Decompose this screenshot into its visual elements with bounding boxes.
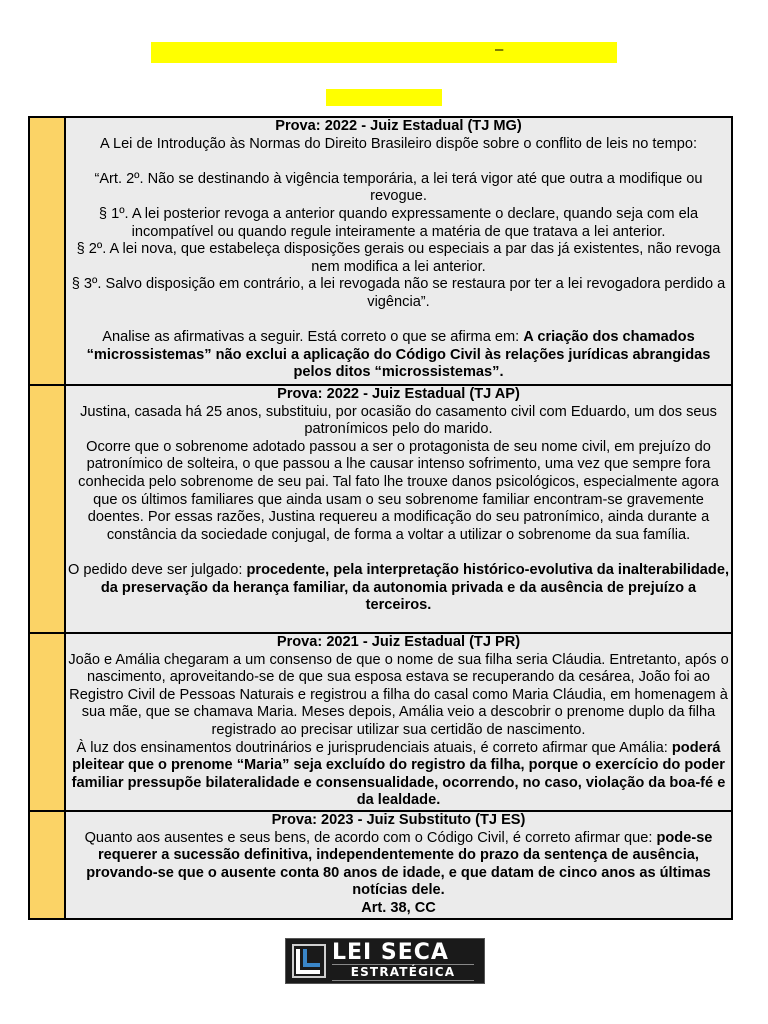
question-paragraph: João e Amália chegaram a um consenso de que o nome de sua filha seria Cláudia. Entretanto, após o nascimento, aproveitando-se de que sua esposa estava se recuperando da cesárea, João foi ao Registro Civil de Pessoas Naturais e registrou a filha do casal como Maria Cláudia, em homenagem à sua mãe, que se chamava Maria. Meses depois, Amália veio a descobrir o prenome duplo da filha registrado ao precisar utilizar sua certidão de nascimento. (68, 651, 729, 738)
row-marker (29, 117, 65, 385)
question-row (29, 633, 732, 811)
question-paragraph: § 3º. Salvo disposição em contrário, a lei revogada não se restaura por ter a lei revogadora perdido a vigência”. (71, 276, 726, 310)
question-paragraph: “Art. 2º. Não se destinando à vigência temporária, a lei terá vigor até que outra a modifique ou revogue. (94, 170, 703, 205)
question-paragraph: § 2º. A lei nova, que estabeleça disposições gerais ou especiais a par das já existentes, não revoga nem modifica a lei anterior. (76, 241, 721, 275)
question-answer: procedente, pela interpretação histórico-evolutiva da inalterabilidade, da preservação da herança familiar, da autonomia privada e da ausência de prejuízo a terceiros. (100, 561, 730, 614)
question-paragraph: Justina, casada há 25 anos, substituiu, por ocasião do casamento civil com Eduardo, um dos seus patronímicos pelo do marido. (80, 403, 717, 438)
question-intro: A Lei de Introdução às Normas do Direito Brasileiro dispõe sobre o conflito de leis no tempo: (99, 135, 698, 152)
question-heading: Prova: 2023 - Juiz Substituto (TJ ES) (271, 812, 526, 828)
logo-subtitle: ESTRATÉGICA (332, 964, 474, 981)
highlighted-subtitle-bar (326, 89, 442, 106)
question-answer: poderá pleitear que o prenome “Maria” seja excluído do registro da filha, porque o exercício do poder familiar pressupõe bilateralidade e consensualidade, ocorrendo, no caso, violação da boa-fé e da lealdade. (71, 739, 726, 809)
question-heading: Prova: 2022 - Juiz Estadual (TJ AP) (277, 386, 520, 402)
question-text: À luz dos ensinamentos doutrinários e jurisprudenciais atuais, é correto afirmar que Amália: (76, 739, 672, 756)
highlighted-title-bar (151, 42, 617, 63)
title-dash: – (495, 41, 504, 58)
question-heading: Prova: 2021 - Juiz Estadual (TJ PR) (276, 634, 521, 650)
question-answer: pode-se requerer a sucessão definitiva, independentemente do prazo da sentença de ausência, provando-se que o ausente conta 80 anos de idade, e que datam de cinco anos as últimas notícias dele. (86, 829, 713, 899)
question-cell (65, 633, 732, 811)
question-row (29, 117, 732, 385)
question-text: Analise as afirmativas a seguir. Está correto o que se afirma em: (102, 329, 524, 346)
questions-table (28, 116, 733, 920)
question-heading: Prova: 2022 - Juiz Estadual (TJ MG) (275, 118, 522, 134)
question-row (29, 385, 732, 633)
question-statement (66, 740, 731, 810)
question-cell (65, 117, 732, 385)
question-cell (65, 385, 732, 633)
logo-icon (292, 944, 326, 978)
question-cell (65, 811, 732, 919)
question-paragraph: Ocorre que o sobrenome adotado passou a ser o protagonista de seu nome civil, em prejuízo do patronímico de solteira, o que passou a lhe causar intenso sofrimento, uma vez que sempre fora conhecida pelo sobrenome de seu pai. Tal fato lhe trouxe danos psicológicos, especialmente agora que os últimos familiares que ainda usam o seu sobrenome familiar encontram-se gravemente doentes. Por essas razões, Justina requereu a modificação do seu patronímico, ainda durante a constância da sociedade conjugal, de forma a voltar a utilizar o sobrenome da sua família. (78, 438, 719, 543)
question-statement (66, 329, 731, 382)
logo-title: LEI SECA (332, 940, 449, 965)
article-reference: Art. 38, CC (361, 899, 436, 916)
question-paragraph: § 1º. A lei posterior revoga a anterior quando expressamente o declare, quando seja com ela incompatível ou quando regule inteiramente a matéria de que tratava a lei anterior. (98, 205, 699, 240)
row-marker (29, 633, 65, 811)
row-marker (29, 811, 65, 919)
row-marker (29, 385, 65, 633)
question-text: Quanto aos ausentes e seus bens, de acordo com o Código Civil, é correto afirmar que: (84, 829, 657, 846)
question-statement (66, 830, 731, 900)
question-text: O pedido deve ser julgado: (67, 561, 247, 578)
lei-seca-logo (285, 938, 485, 984)
question-row (29, 811, 732, 919)
question-statement (66, 562, 731, 615)
question-answer: A criação dos chamados “microssistemas” não exclui a aplicação do Código Civil às relações jurídicas abrangidas pelos ditos “microssistemas”. (86, 329, 711, 381)
